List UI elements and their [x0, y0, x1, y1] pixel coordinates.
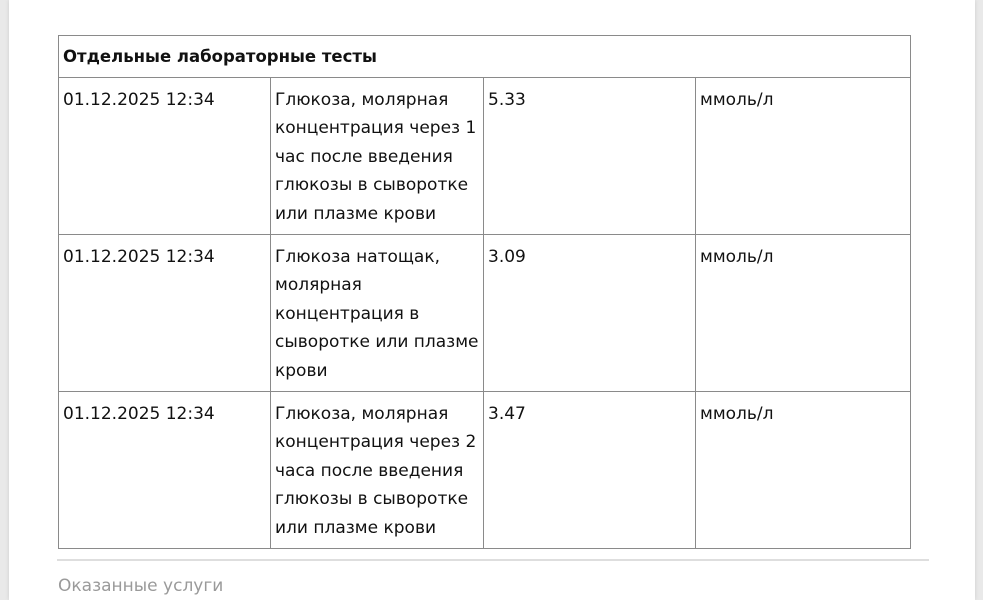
unit-cell: ммоль/л: [696, 78, 911, 235]
datetime-cell: 01.12.2025 12:34: [59, 235, 271, 392]
test-name-cell: Глюкоза, молярная концентрация через 2 часа после введения глюкозы в сыворотке или плазме крови: [271, 392, 484, 549]
lab-tests-table: [58, 35, 911, 549]
value-cell: 3.47: [484, 392, 696, 549]
table-title: Отдельные лабораторные тесты: [59, 36, 911, 78]
document-page: [9, 0, 975, 600]
test-name-cell: Глюкоза натощак, молярная концентрация в сыворотке или плазме крови: [271, 235, 484, 392]
datetime-cell: 01.12.2025 12:34: [59, 78, 271, 235]
datetime-cell: 01.12.2025 12:34: [59, 392, 271, 549]
unit-cell: ммоль/л: [696, 392, 911, 549]
value-cell: 5.33: [484, 78, 696, 235]
value-cell: 3.09: [484, 235, 696, 392]
test-name-cell: Глюкоза, молярная концентрация через 1 час после введения глюкозы в сыворотке или плазме крови: [271, 78, 484, 235]
table-header-row: [59, 36, 911, 78]
table-row: [59, 235, 911, 392]
section-heading-services: Оказанные услуги: [58, 576, 224, 596]
section-divider: [57, 559, 929, 561]
table-row: [59, 392, 911, 549]
unit-cell: ммоль/л: [696, 235, 911, 392]
table-row: [59, 78, 911, 235]
